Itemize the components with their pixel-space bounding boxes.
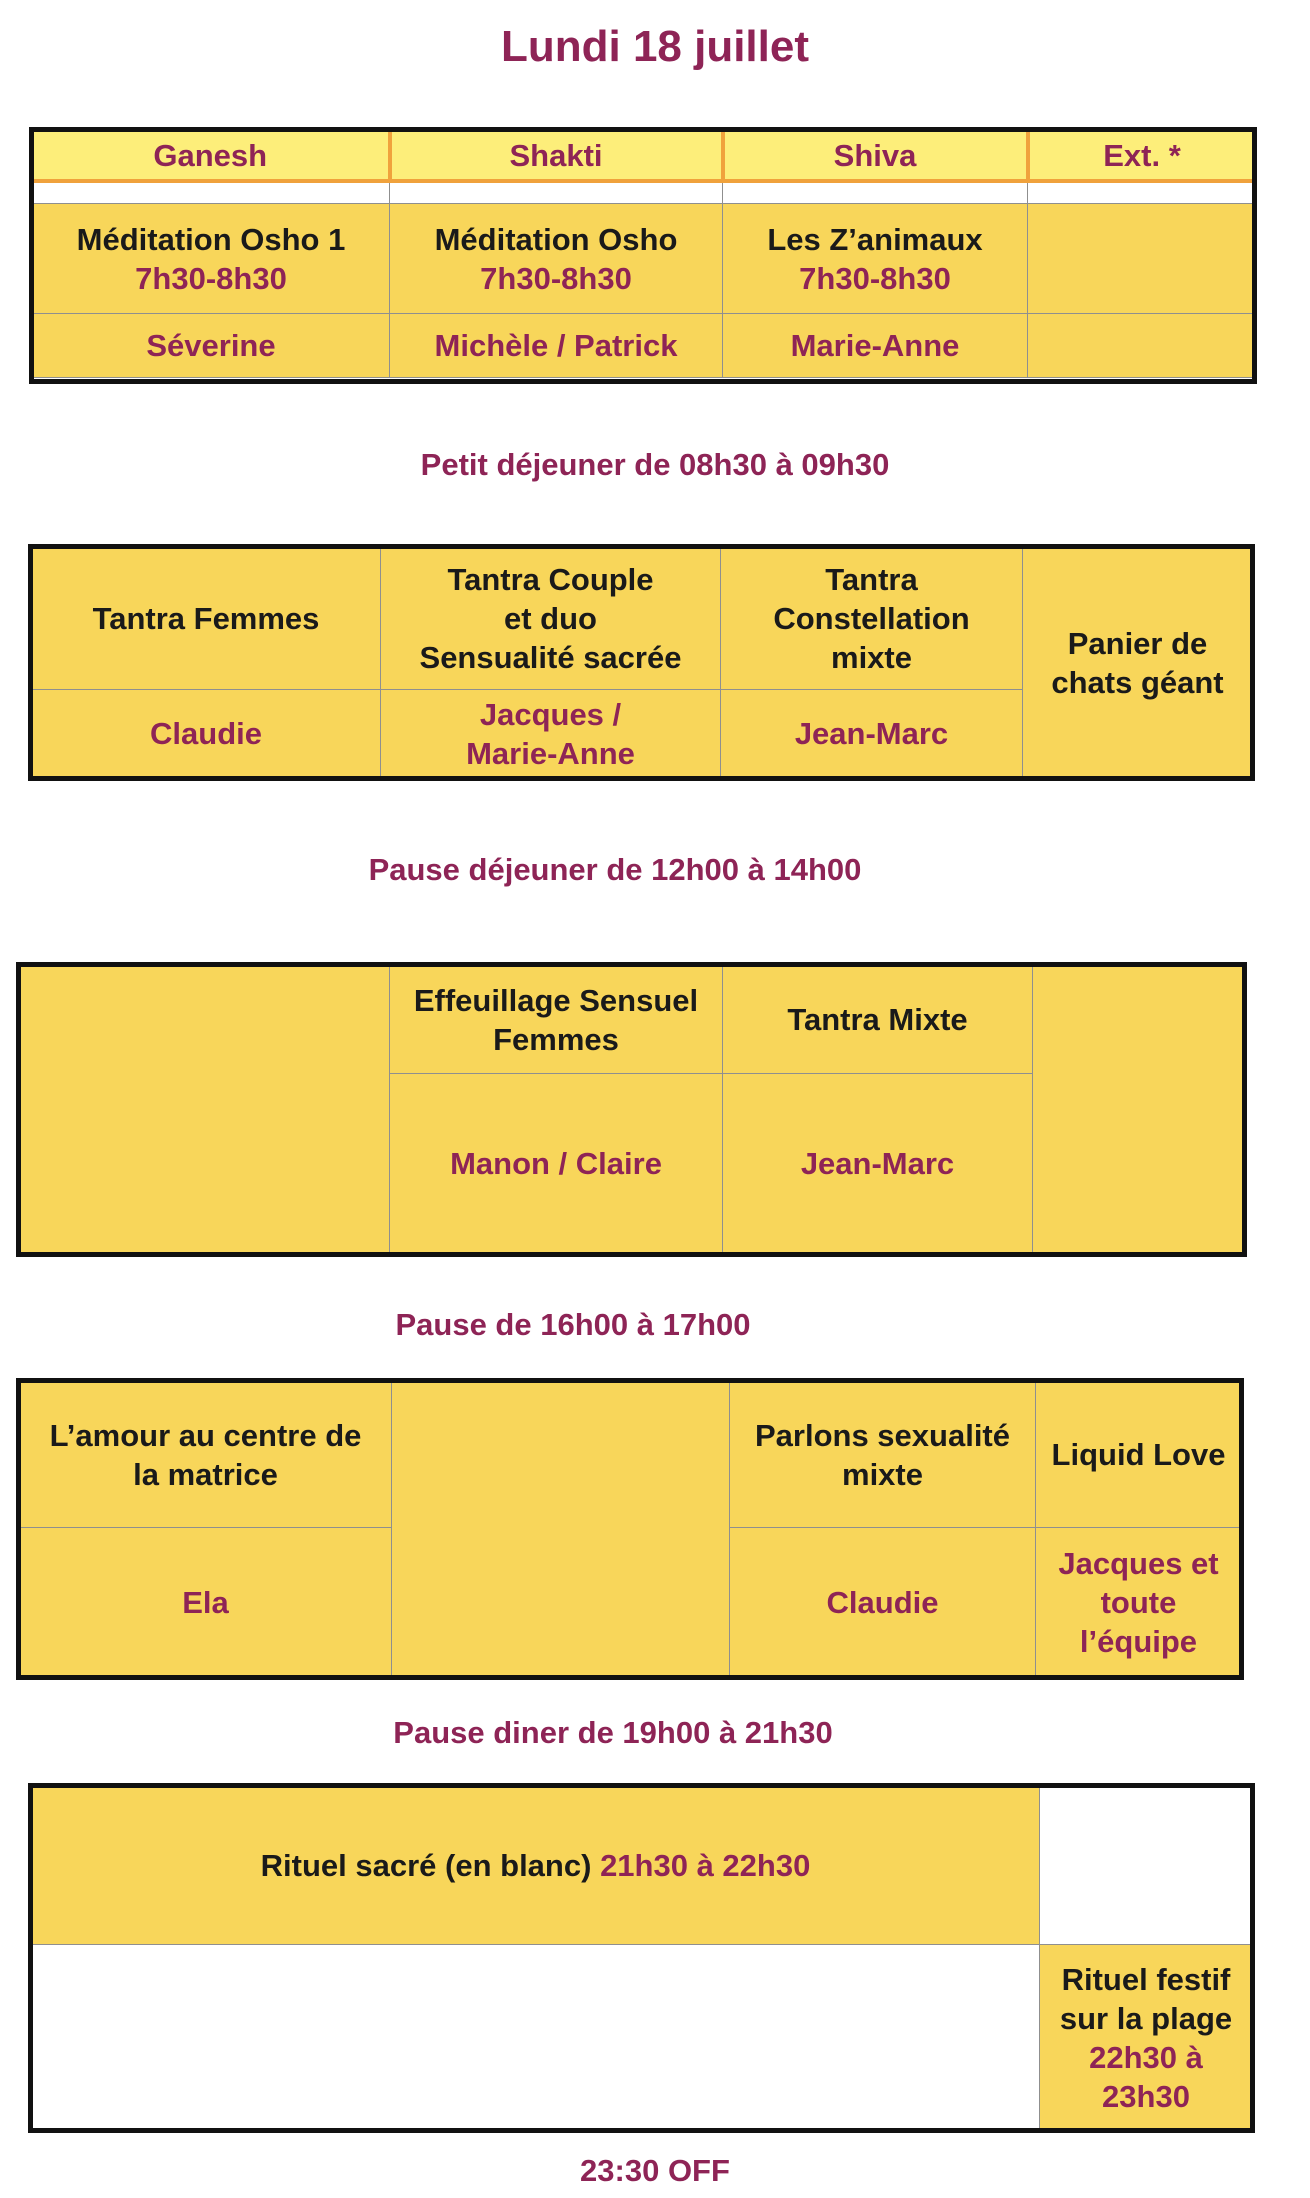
empty-cell bbox=[20, 966, 390, 1254]
ritual-time: 21h30 à 22h30 bbox=[600, 1848, 811, 1883]
page-title: Lundi 18 juillet bbox=[500, 22, 810, 71]
session-time-line: 22h30 à bbox=[1089, 2039, 1203, 2075]
session-title-line: Femmes bbox=[493, 1021, 619, 1057]
session-host-line: Marie-Anne bbox=[466, 735, 635, 771]
session-host-line: l’équipe bbox=[1079, 1624, 1198, 1659]
session-host: Claudie bbox=[32, 690, 381, 778]
footer-off: 23:30 OFF bbox=[580, 2153, 730, 2188]
header-gap bbox=[1028, 181, 1255, 204]
empty-cell bbox=[1040, 1787, 1253, 1945]
session-host: Manon / Claire bbox=[390, 1074, 723, 1254]
session-title-line: Sensualité sacrée bbox=[419, 640, 682, 675]
session-cell bbox=[723, 204, 1028, 314]
session-title-line: la matrice bbox=[133, 1456, 278, 1492]
session-title-line: Tantra Couple bbox=[447, 562, 654, 597]
session-title-line: Rituel festif bbox=[1061, 1961, 1231, 1997]
break-dinner: Pause diner de 19h00 à 21h30 bbox=[393, 1715, 833, 1750]
session-host bbox=[381, 690, 721, 778]
session-host: Claudie bbox=[730, 1528, 1036, 1678]
morning-workshops-table bbox=[31, 547, 1253, 778]
session-title: Tantra Femmes bbox=[32, 548, 381, 690]
session-title-line: mixte bbox=[831, 640, 912, 675]
session-title-line: chats géant bbox=[1051, 664, 1224, 700]
session-title-line: sur la plage bbox=[1059, 2000, 1233, 2036]
session-cell bbox=[33, 204, 390, 314]
empty-cell bbox=[392, 1382, 730, 1678]
evening-ritual-table bbox=[31, 1786, 1253, 2131]
session-host-line: toute bbox=[1100, 1585, 1177, 1620]
session-time-line: 23h30 bbox=[1102, 2078, 1190, 2114]
session-title-line: Parlons sexualité bbox=[754, 1417, 1010, 1453]
empty-cell bbox=[32, 1945, 1040, 2131]
morning-meditation-table bbox=[32, 130, 1255, 378]
session-host: Michèle / Patrick bbox=[390, 314, 723, 378]
session-host: Jean-Marc bbox=[721, 690, 1023, 778]
room-header-ext: Ext. * bbox=[1028, 131, 1255, 182]
break-afternoon: Pause de 16h00 à 17h00 bbox=[395, 1307, 751, 1342]
session-time: 7h30-8h30 bbox=[135, 260, 287, 296]
session-title-line: et duo bbox=[504, 601, 597, 636]
session-host: Jean-Marc bbox=[723, 1074, 1033, 1254]
late-afternoon-table bbox=[19, 1381, 1242, 1678]
empty-cell bbox=[1028, 204, 1255, 314]
session-title bbox=[381, 548, 721, 690]
header-gap bbox=[723, 181, 1028, 204]
session-host: Séverine bbox=[33, 314, 390, 378]
session-title: Tantra Mixte bbox=[723, 966, 1033, 1074]
header-gap bbox=[390, 181, 723, 204]
session-title bbox=[20, 1382, 392, 1528]
room-header-shiva: Shiva bbox=[723, 131, 1028, 182]
session-host-line: Jacques / bbox=[479, 696, 622, 732]
session-title bbox=[1023, 548, 1253, 778]
session-title: Méditation Osho 1 bbox=[76, 221, 346, 257]
session-title-line: L’amour au centre de bbox=[49, 1417, 362, 1453]
session-title bbox=[390, 966, 723, 1074]
session-time: 7h30-8h30 bbox=[799, 260, 951, 296]
session-title-line: Constellation bbox=[773, 601, 970, 636]
session-title bbox=[721, 548, 1023, 690]
header-gap bbox=[33, 181, 390, 204]
session-title: Les Z’animaux bbox=[767, 221, 983, 257]
session-cell bbox=[390, 204, 723, 314]
session-title: Liquid Love bbox=[1036, 1382, 1242, 1528]
empty-cell bbox=[1033, 966, 1245, 1254]
empty-cell bbox=[1028, 314, 1255, 378]
session-title-line: Tantra bbox=[825, 562, 918, 597]
session-title-line: Panier de bbox=[1067, 625, 1208, 661]
session-host: Ela bbox=[20, 1528, 392, 1678]
beach-ritual-cell bbox=[1040, 1945, 1253, 2131]
room-header-ganesh: Ganesh bbox=[33, 131, 390, 182]
session-host: Marie-Anne bbox=[723, 314, 1028, 378]
session-time: 7h30-8h30 bbox=[480, 260, 632, 296]
break-lunch: Pause déjeuner de 12h00 à 14h00 bbox=[368, 852, 862, 887]
ritual-cell bbox=[32, 1787, 1040, 1945]
session-title-line: Effeuillage Sensuel bbox=[413, 982, 699, 1018]
session-title: Méditation Osho bbox=[434, 221, 678, 257]
ritual-label: Rituel sacré (en blanc) bbox=[260, 1848, 592, 1883]
room-header-shakti: Shakti bbox=[390, 131, 723, 182]
session-title bbox=[730, 1382, 1036, 1528]
session-title-line: mixte bbox=[842, 1456, 923, 1492]
break-breakfast: Petit déjeuner de 08h30 à 09h30 bbox=[420, 447, 890, 482]
afternoon-workshops-table bbox=[19, 965, 1245, 1254]
session-host-line: Jacques et bbox=[1058, 1546, 1219, 1581]
session-host bbox=[1036, 1528, 1242, 1678]
